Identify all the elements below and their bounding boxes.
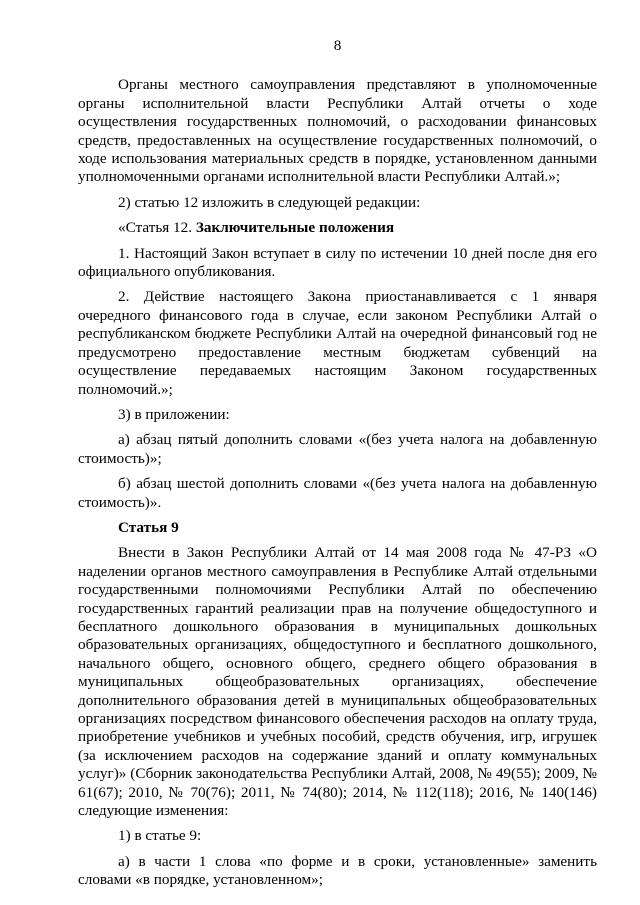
- paragraph-article-9-item-1a: а) в части 1 слова «по форме и в сроки, установленные» заменить словами «в порядке, установленном»;: [78, 852, 597, 889]
- article-12-prefix: «Статья 12.: [118, 219, 196, 237]
- paragraph-appendix: 3) в приложении:: [118, 405, 230, 423]
- article-12-title: Заключительные положения: [195, 219, 395, 237]
- paragraph-appendix-b: б) абзац шестой дополнить словами «(без учета налога на добавленную стоимость)».: [78, 475, 597, 511]
- paragraph-article-9-item-1: 1) в статье 9:: [118, 827, 202, 845]
- paragraph-suspension: 2. Действие настоящего Закона приостанавливается с 1 января очередного финансового года в случае, если законом Республики Алтай о республиканском бюджете Республики Алтай на очередной финансовый год не предусмотрено предоставление местным бюджетам субвенций на осуществление передаваемых настоящим Законом государственных полномочий.»;: [78, 288, 597, 398]
- page-number: 8: [333, 37, 342, 54]
- paragraph-article-12-heading: [78, 219, 597, 237]
- paragraph-appendix-a: а) абзац пятый дополнить словами «(без учета налога на добавленную стоимость)»;: [78, 431, 597, 467]
- paragraph-entry-into-force: 1. Настоящий Закон вступает в силу по истечении 10 дней после дня его официального опубликования.: [78, 244, 597, 281]
- paragraph-article-9-body: Внести в Закон Республики Алтай от 14 мая 2008 года № 47-РЗ «О наделении органов местного самоуправления в Республике Алтай отдельными государственными полномочиями Республики Алтай по обеспечению государственных гарантий реализации прав на получение общедоступного и бесплатного дошкольного образования в муниципальных дошкольных образовательных организациях, общедоступного и бесплатного дошкольного, начального общего, основного общего, среднего общего образования в муниципальных общеобразовательных организациях, обеспечение дополнительного образования детей в муниципальных общеобразовательных организациях посредством финансового обеспечения расходов на оплату труда, приобретение учебников и учебных пособий, средств обучения, игр, игрушек (за исключением расходов на содержание зданий и оплату коммунальных услуг)» (Сборник законодательства Республики Алтай, 2008, № 49(55); 2009, № 61(67); 2010, № 70(76); 2011, № 74(80); 2014, № 112(118); 2016, № 140(146) следующие изменения:: [78, 544, 597, 820]
- paragraph-reports: Органы местного самоуправления представляют в уполномоченные органы исполнительной власти Республики Алтай отчеты о ходе осуществления государственных полномочий, о расходовании финансовых средств, предоставленных на осуществление государственных полномочий, о ходе использования материальных средств в порядке, установленном данными уполномоченными органами исполнительной власти Республики Алтай.»;: [78, 76, 597, 186]
- paragraph-article-12-intro: 2) статью 12 изложить в следующей редакции:: [118, 193, 421, 211]
- article-9-heading: Статья 9: [118, 518, 179, 536]
